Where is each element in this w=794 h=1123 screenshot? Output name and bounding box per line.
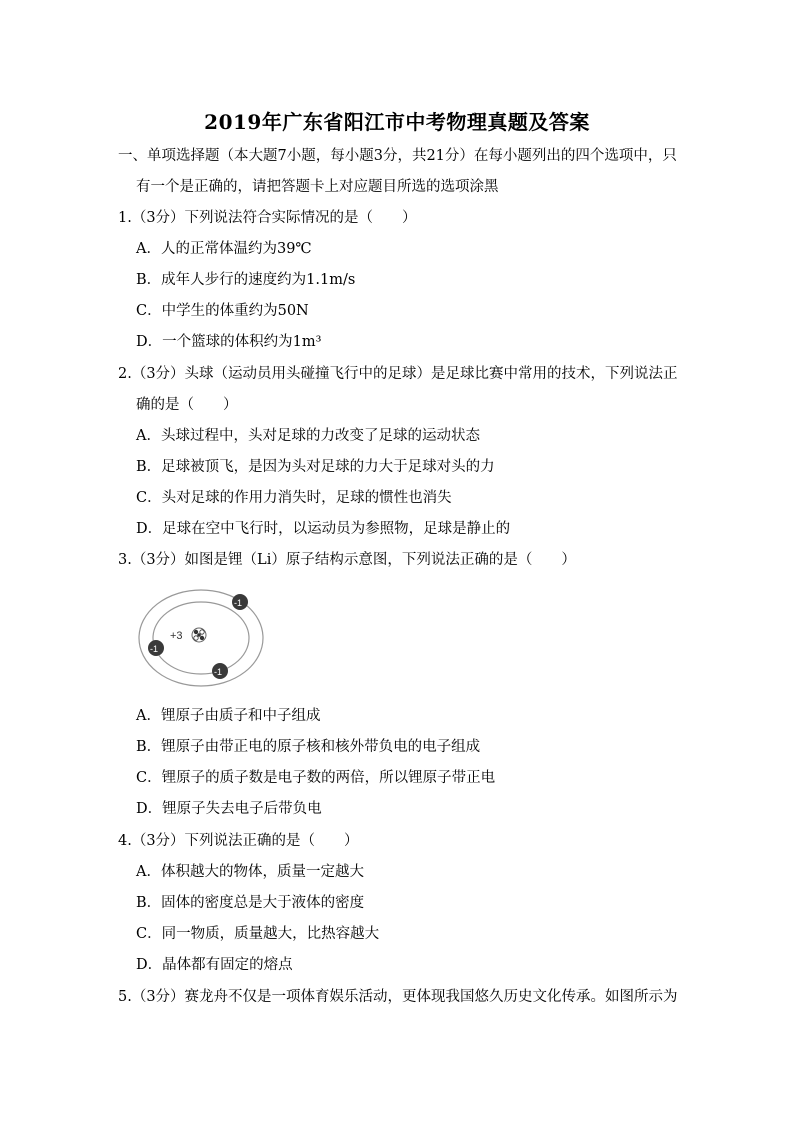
- nucleus: [192, 628, 206, 642]
- electron-left: [148, 640, 164, 656]
- question-1-option-b: B．成年人步行的速度约为1.1m/s: [136, 272, 356, 288]
- question-4-option-d: D．晶体都有固定的熔点: [136, 957, 293, 973]
- question-3-option-c: C．锂原子的质子数是电子数的两倍，所以锂原子带正电: [136, 770, 496, 786]
- section-heading-line-1: 一、单项选择题（本大题7小题，每小题3分，共21分）在每小题列出的四个选项中，只: [118, 148, 677, 164]
- lithium-atom-diagram: [136, 588, 266, 694]
- question-2-option-d: D．足球在空中飞行时，以运动员为参照物，足球是静止的: [136, 521, 511, 537]
- question-3-option-a: A．锂原子由质子和中子组成: [136, 708, 321, 724]
- question-5-stem: 5.（3分）赛龙舟不仅是一项体育娱乐活动，更体现我国悠久历史文化传承。如图所示为: [118, 989, 678, 1005]
- question-2-stem-cont: 确的是（ ）: [136, 397, 238, 413]
- electron-bottom: [212, 663, 228, 679]
- question-4-option-b: B．固体的密度总是大于液体的密度: [136, 895, 365, 911]
- question-3-stem: 3.（3分）如图是锂（Li）原子结构示意图，下列说法正确的是（ ）: [118, 552, 576, 568]
- electron-charge-label: -1: [214, 667, 223, 677]
- question-3-option-d: D．锂原子失去电子后带负电: [136, 801, 322, 817]
- question-1-option-d: D．一个篮球的体积约为1m³: [136, 334, 322, 350]
- electron-charge-label: -1: [234, 598, 243, 608]
- question-1-stem: 1.（3分）下列说法符合实际情况的是（ ）: [118, 210, 417, 226]
- question-4-stem: 4.（3分）下列说法正确的是（ ）: [118, 833, 359, 849]
- electron-charge-label: -1: [150, 644, 159, 654]
- section-heading-line-2: 有一个是正确的，请把答题卡上对应题目所选的选项涂黑: [136, 179, 499, 195]
- electron-top-right: [232, 594, 248, 610]
- page-title: 2019年广东省阳江市中考物理真题及答案: [204, 110, 590, 134]
- nucleus-charge-label: +3: [170, 630, 183, 642]
- question-2-option-a: A．头球过程中，头对足球的力改变了足球的运动状态: [136, 428, 480, 444]
- question-4-option-c: C．同一物质，质量越大，比热容越大: [136, 926, 380, 942]
- question-3-option-b: B．锂原子由带正电的原子核和核外带负电的电子组成: [136, 739, 481, 755]
- question-2-option-c: C．头对足球的作用力消失时，足球的惯性也消失: [136, 490, 452, 506]
- question-1-option-c: C．中学生的体重约为50N: [136, 303, 309, 319]
- question-1-option-a: A．人的正常体温约为39℃: [136, 241, 312, 257]
- question-2-stem: 2.（3分）头球（运动员用头碰撞飞行中的足球）是足球比赛中常用的技术，下列说法正: [118, 366, 678, 382]
- question-2-option-b: B．足球被顶飞，是因为头对足球的力大于足球对头的力: [136, 459, 495, 475]
- question-4-option-a: A．体积越大的物体，质量一定越大: [136, 864, 364, 880]
